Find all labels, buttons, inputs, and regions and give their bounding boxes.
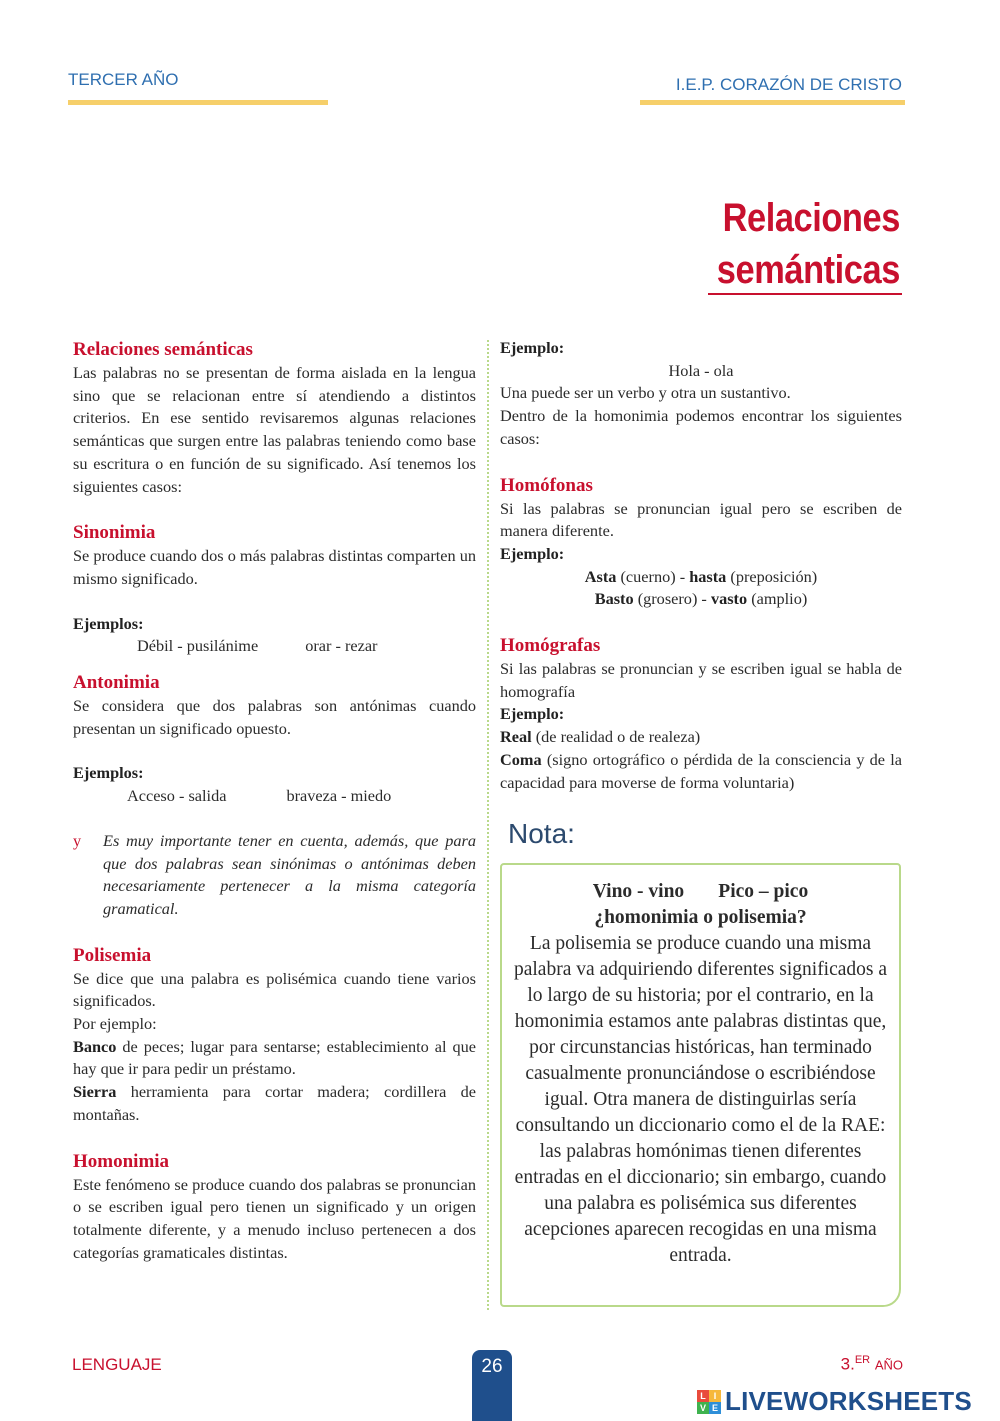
homonimia-casos-text: Dentro de la homonimia podemos encontrar los siguientes casos: xyxy=(500,406,902,448)
polisemia-example-banco: Banco de peces; lugar para sentarse; establecimiento al que hay que ir para pedir un préstamo. xyxy=(73,1036,476,1079)
homografas-heading: Homógrafas xyxy=(500,635,601,657)
intro-paragraph: Las palabras no se presentan de forma aislada en la lengua sino que se relacionan entre sí atendiendo a distintos criterios. En ese sentido revisaremos algunas relaciones semánticas que surgen entre las palabras teniendo como base su escritura o en función de su significado. Así tenemos los siguientes casos: xyxy=(73,363,476,496)
antonimia-paragraph: Se considera que dos palabras son antónimas cuando presentan un significado opuesto. xyxy=(73,696,476,738)
homofonas-paragraph: Si las palabras se pronuncian igual pero se escriben de manera diferente. xyxy=(500,498,902,541)
column-divider xyxy=(487,340,489,1310)
bullet-text: Es muy importante tener en cuenta, además, que para que dos palabras sean sinónimas o antónimas deben necesariamente pertenecer a la misma categoría gramatical. xyxy=(103,830,476,918)
sinonimia-examples xyxy=(73,635,476,658)
homografas-example-coma: Coma (signo ortográfico o pérdida de la consciencia y de la capacidad para moverse de forma voluntaria) xyxy=(500,749,902,792)
page-number: 26 xyxy=(472,1350,512,1421)
antonimia-heading: Antonimia xyxy=(73,672,160,694)
footer-grade: 3.$^{ER}$ AÑO xyxy=(840,1354,903,1374)
sinonimia-examples-label: Ejemplos: xyxy=(73,613,144,633)
homonimia-paragraph: Este fenómeno se produce cuando dos palabras se pronuncian o se escriben igual pero tienen un significado y un origen totalmente diferente, y a menudo incluso pertenecen a dos categorías gramaticales distintas. xyxy=(73,1174,476,1262)
right-column xyxy=(500,337,902,794)
antonimia-examples-label: Ejemplos: xyxy=(73,763,144,783)
nota-heading-1: Vino - vino Pico – pico xyxy=(592,881,809,902)
header-grade: TERCER AÑO xyxy=(68,70,179,89)
left-column xyxy=(73,337,476,1264)
bullet-marker: y xyxy=(73,830,82,850)
polisemia-example-intro: Por ejemplo: xyxy=(73,1014,157,1034)
title-underline xyxy=(708,293,902,295)
header-left-bar xyxy=(68,100,328,105)
homografas-example-label: Ejemplo: xyxy=(500,704,565,724)
header-school: I.E.P. CORAZÓN DE CRISTO xyxy=(675,75,902,94)
sinonimia-example-1: Débil - pusilánime xyxy=(137,636,259,656)
antonimia-example-1: Acceso - salida xyxy=(127,786,227,806)
homofonas-heading: Homófonas xyxy=(500,474,593,496)
nota-body: La polisemia se produce cuando una misma palabra va adquiriendo diferentes significados a lo largo de su historia; por el contrario, en la homonimia estamos ante palabras distintas que, por circunstancias históricas, han terminado casualmente pronunciándose o escribiéndose igual. Otra manera de distinguirlas sería consultando un diccionario como el de la RAE: las palabras homónimas tienen diferentes entradas en el diccionario; sin embargo, cuando una palabra es polisémica sus diferentes acepciones aparecen recogidas en una misma entrada. xyxy=(513,933,888,1266)
homografas-example-real: Real (de realidad o de realeza) xyxy=(500,727,701,747)
page-title-line2: semánticas xyxy=(716,248,900,292)
sinonimia-heading: Sinonimia xyxy=(73,522,156,544)
page-title xyxy=(717,192,900,296)
liveworksheets-logo-icon: L I V E xyxy=(697,1390,721,1414)
intro-heading: Relaciones semánticas xyxy=(73,339,253,360)
nota-box xyxy=(500,863,901,1307)
polisemia-heading: Polisemia xyxy=(73,944,152,966)
polisemia-paragraph: Se dice que una palabra es polisémica cuando tiene varios significados. xyxy=(73,968,476,1011)
homonimia-heading: Homonimia xyxy=(73,1150,170,1172)
header-right-bar xyxy=(640,100,905,105)
liveworksheets-text: LIVEWORKSHEETS xyxy=(725,1386,972,1416)
antonimia-example-2: braveza - miedo xyxy=(286,786,392,806)
homofonas-example-basto: Basto (grosero) - vasto (amplio) xyxy=(594,589,808,609)
antonimia-examples xyxy=(73,785,476,808)
sinonimia-example-2: orar - rezar xyxy=(305,636,378,656)
note-bullet xyxy=(73,830,476,921)
footer-subject: LENGUAJE xyxy=(72,1355,162,1374)
nota-heading: Nota: xyxy=(508,818,575,849)
liveworksheets-brand xyxy=(697,1386,972,1417)
page-title-line1: Relaciones xyxy=(722,196,900,240)
homonimia-verbo-text: Una puede ser un verbo y otra un sustantivo. xyxy=(500,383,791,403)
sinonimia-paragraph: Se produce cuando dos o más palabras distintas comparten un mismo significado. xyxy=(73,546,476,588)
homofonas-example-label: Ejemplo: xyxy=(500,543,565,563)
homofonas-example-asta: Asta (cuerno) - hasta (preposición) xyxy=(584,566,818,586)
homonimia-example-label: Ejemplo: xyxy=(500,338,565,357)
nota-heading-2: ¿homonimia o polisemia? xyxy=(594,907,807,928)
polisemia-example-sierra: Sierra herramienta para cortar madera; cordillera de montañas. xyxy=(73,1082,476,1124)
homonimia-example-hola: Hola - ola xyxy=(668,360,734,380)
homografas-paragraph: Si las palabras se pronuncian y se escriben igual se habla de homografía xyxy=(500,659,902,701)
